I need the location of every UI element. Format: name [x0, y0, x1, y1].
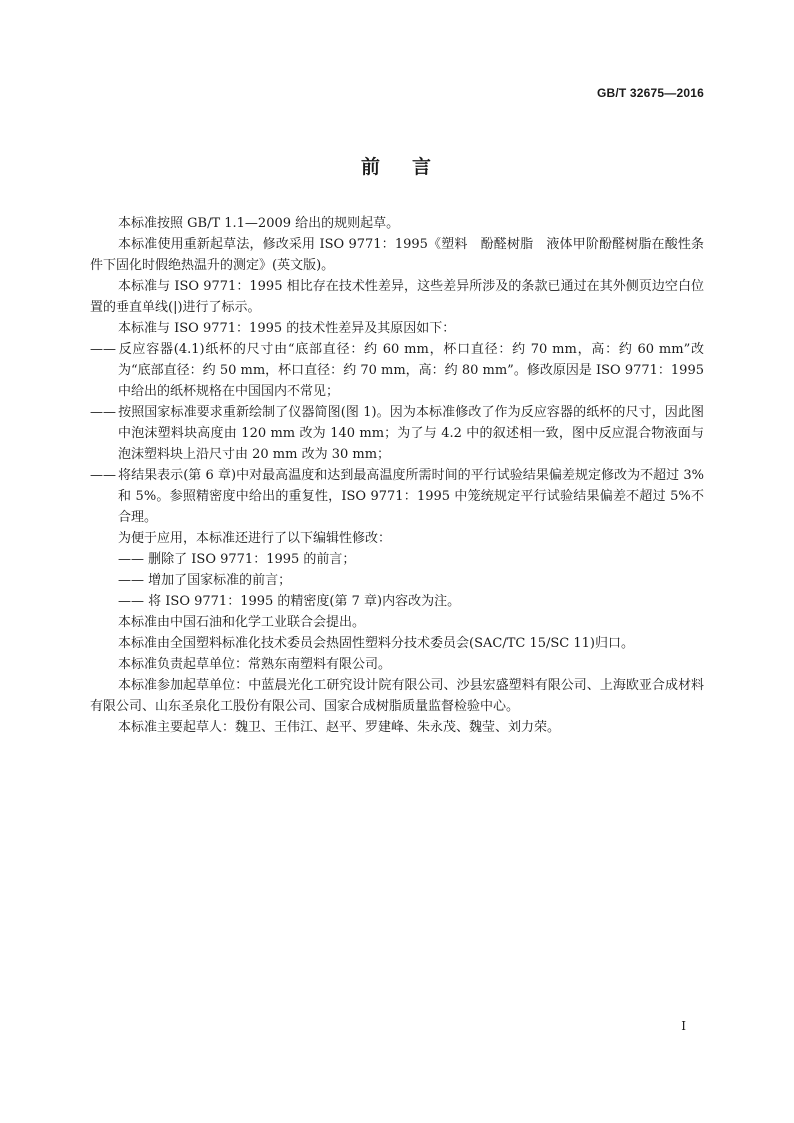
list-item [90, 402, 704, 465]
paragraph: 本标准由全国塑料标准化技术委员会热固性塑料分技术委员会(SAC/TC 15/SC 11)归口。 [118, 636, 634, 651]
dash-mark: —— [90, 405, 116, 420]
list-item-text: 将结果表示(第 6 章)中对最高温度和达到最高温度所需时间的平行试验结果偏差规定修改为不超过 3%和 5%。参照精密度中给出的重复性，ISO 9771：1995 中笼统规定平行试验结果偏差不超过 5%不合理。 [118, 468, 704, 525]
page-number: I [681, 1019, 686, 1033]
title-part-2: 言 [412, 156, 434, 178]
paragraph: 本标准使用重新起草法，修改采用 ISO 9771：1995《塑料 酚醛树脂 液体甲阶酚醛树脂在酸性条件下固化时假绝热温升的测定》(英文版)。 [90, 237, 704, 273]
list-item [90, 570, 704, 591]
list-item-text: 增加了国家标准的前言； [148, 573, 292, 588]
paragraph: 本标准参加起草单位：中蓝晨光化工研究设计院有限公司、沙县宏盛塑料有限公司、上海欧亚合成材料有限公司、山东圣泉化工股份有限公司、国家合成树脂质量监督检验中心。 [90, 678, 704, 714]
dash-mark: —— [118, 573, 144, 588]
standard-number: GB/T 32675—2016 [596, 86, 704, 100]
dash-mark: —— [90, 468, 116, 483]
list-item [90, 549, 704, 570]
paragraph: 本标准负责起草单位：常熟东南塑料有限公司。 [118, 657, 392, 672]
paragraph: 本标准与 ISO 9771：1995 相比存在技术性差异，这些差异所涉及的条款已通过在其外侧页边空白位置的垂直单线(|)进行了标示。 [90, 279, 704, 315]
list-item-text: 删除了 ISO 9771：1995 的前言； [148, 552, 356, 567]
list-item [90, 465, 704, 528]
list-item [90, 591, 704, 612]
paragraph: 本标准与 ISO 9771：1995 的技术性差异及其原因如下： [118, 321, 456, 336]
foreword-body [90, 213, 704, 738]
list-item-text: 将 ISO 9771：1995 的精密度(第 7 章)内容改为注。 [148, 594, 461, 609]
paragraph: 本标准按照 GB/T 1.1—2009 给出的规则起草。 [118, 216, 400, 231]
list-item [90, 339, 704, 402]
dash-mark: —— [90, 342, 116, 357]
paragraph: 本标准由中国石油和化学工业联合会提出。 [118, 615, 366, 630]
dash-mark: —— [118, 552, 144, 567]
list-item-text: 反应容器(4.1)纸杯的尺寸由“底部直径：约 60 mm，杯口直径：约 70 mm，高：约 60 mm”改为“底部直径：约 50 mm，杯口直径：约 70 mm，高：约 80 mm”。修改原因是 ISO 9771：1995 中给出的纸杯规格在中国国内不常见； [118, 342, 704, 399]
dash-mark: —— [118, 594, 144, 609]
list-item-text: 按照国家标准要求重新绘制了仪器简图(图 1)。因为本标准修改了作为反应容器的纸杯的尺寸，因此图中泡沫塑料块高度由 120 mm 改为 140 mm；为了与 4.2 中的叙述相一致，图中反应混合物液面与泡沫塑料块上沿尺寸由 20 mm 改为 30 mm； [118, 405, 704, 462]
paragraph: 本标准主要起草人：魏卫、王伟江、赵平、罗建峰、朱永茂、魏莹、刘力荣。 [118, 720, 561, 735]
title-part-1: 前 [360, 156, 382, 178]
page-title [0, 152, 794, 179]
paragraph: 为便于应用，本标准还进行了以下编辑性修改： [118, 531, 392, 546]
